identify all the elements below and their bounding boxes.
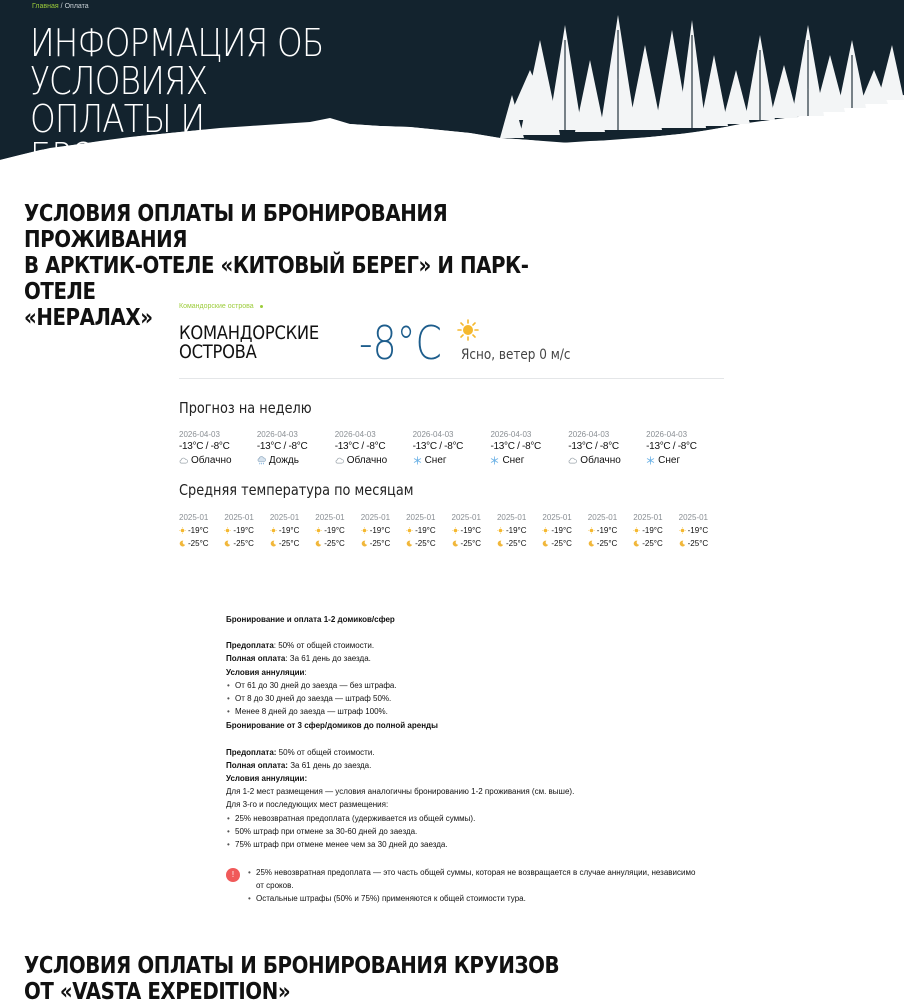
moon-icon: [497, 540, 504, 547]
weather-current: [179, 315, 724, 379]
forecast-condition: [179, 454, 257, 467]
forecast-temp: -13°C / -8°C: [179, 441, 230, 452]
terms-block2-full: [226, 759, 706, 772]
forecast-condition-label: Облачно: [580, 455, 621, 466]
booking-terms: [226, 613, 706, 851]
month-average: [633, 511, 678, 550]
section-title-line3: «НЕРАЛАХ»: [24, 305, 153, 331]
section-title-line2: В АРКТИК-ОТЕЛЕ «КИТОВЫЙ БЕРЕГ» И ПАРК-ОТЕЛЕ: [24, 253, 529, 305]
location-dot-icon: [260, 305, 263, 308]
forecast-date: 2026-04-03: [490, 430, 532, 439]
day-temp-value: -19°C: [278, 526, 300, 535]
month-night-temp: [542, 537, 587, 550]
day-temp-value: -19°C: [324, 526, 345, 535]
sun-icon: [270, 527, 277, 534]
forecast-day: [490, 429, 568, 467]
month-label: 2025-01: [496, 513, 527, 522]
terms-block1-full: [226, 652, 706, 665]
section-title-line2: ОТ «VASTA EXPEDITION»: [24, 979, 291, 1005]
prepay-label: Предоплата:: [226, 747, 277, 757]
forecast-date: 2026-04-03: [179, 430, 220, 439]
month-day-temp: [406, 524, 451, 537]
warning-badge-icon: !: [226, 868, 240, 882]
forecast-condition-label: Снег: [658, 455, 681, 466]
current-temperature: -8°C: [359, 316, 442, 370]
forecast-condition: [490, 454, 568, 467]
terms-block1-cancel: [226, 666, 706, 679]
moon-icon: [588, 540, 595, 547]
important-note: [226, 866, 696, 906]
page-title-line1: ИНФОРМАЦИЯ ОБ УСЛОВИЯХ: [30, 21, 324, 103]
cloud-icon: [179, 456, 188, 465]
month-label: 2025-01: [269, 513, 300, 522]
sun-icon: [679, 527, 686, 534]
terms-block2-line2: Для 3-го и последующих мест размещения:: [226, 800, 389, 810]
forecast-day: [413, 429, 491, 467]
note-list: [247, 866, 696, 906]
prepay-label: Предоплата: [226, 641, 274, 651]
page-title-line2: ОПЛАТЫ И БРОНИРОВАНИЯ: [30, 97, 298, 175]
month-day-temp: [361, 524, 406, 537]
sun-icon: [179, 527, 186, 534]
moon-icon: [679, 540, 686, 547]
night-temp-value: -25°C: [369, 539, 391, 548]
full-payment-label: Полная оплата:: [226, 760, 288, 770]
page-title: [30, 21, 477, 175]
day-temp-value: -19°C: [460, 526, 482, 535]
night-temp-value: -25°C: [233, 539, 254, 548]
night-temp-value: -25°C: [188, 539, 209, 548]
month-average: [315, 511, 360, 550]
night-temp-value: -25°C: [324, 539, 345, 548]
month-night-temp: [179, 537, 224, 550]
day-temp-value: -19°C: [233, 526, 254, 535]
section-title-line1: УСЛОВИЯ ОПЛАТЫ И БРОНИРОВАНИЯ КРУИЗОВ: [24, 953, 560, 979]
night-temp-value: -25°C: [460, 539, 482, 548]
forecast-day: [568, 429, 646, 467]
night-temp-value: -25°C: [596, 539, 618, 548]
day-temp-value: -19°C: [642, 526, 663, 535]
cancel-label: Условия аннуляции: [226, 667, 305, 677]
month-average: [588, 511, 633, 550]
sun-icon: [542, 527, 549, 534]
forecast-condition: [335, 454, 413, 467]
forecast-temp: -13°C / -8°C: [256, 441, 308, 452]
forecast-temp: -13°C / -8°C: [646, 441, 697, 452]
month-label: 2025-01: [633, 513, 663, 522]
rain-icon: [257, 456, 266, 465]
day-temp-value: -19°C: [596, 526, 618, 535]
list-item: • 25% невозвратная предоплата — это часть общей суммы, которая не возвращается в случае аннуляции, независимо от сроков.: [247, 866, 696, 892]
forecast-date: 2026-04-03: [568, 430, 610, 439]
sun-icon: [497, 527, 504, 534]
weather-location-crumb: [179, 303, 724, 315]
breadcrumb: [32, 3, 89, 10]
month-label: 2025-01: [678, 513, 708, 522]
moon-icon: [224, 540, 231, 547]
month-average: [270, 511, 315, 550]
forecast-condition: [413, 454, 491, 467]
sun-icon: [633, 527, 640, 534]
weather-place-line1: КОМАНДОРСКИЕ: [179, 322, 319, 344]
forecast-condition: [568, 454, 646, 467]
list-item: • От 8 до 30 дней до заезда — штраф 50%.: [226, 692, 706, 705]
night-temp-value: -25°C: [687, 539, 709, 548]
forecast-condition-label: Дождь: [268, 455, 299, 466]
forecast-day: [257, 429, 335, 467]
forecast-day: [646, 429, 724, 467]
moon-icon: [452, 540, 459, 547]
month-night-temp: [452, 537, 497, 550]
moon-icon: [406, 540, 413, 547]
full-payment-text: За 61 день до заезда.: [287, 760, 372, 770]
month-night-temp: [497, 537, 542, 550]
forecast-condition-label: Снег: [502, 455, 525, 466]
night-temp-value: -25°C: [415, 539, 436, 548]
list-item: • 75% штраф при отмене менее чем за 30 дней до заезда.: [226, 838, 706, 851]
terms-block1-prepay: [226, 639, 706, 652]
prepay-text: 50% от общей стоимости.: [276, 747, 375, 757]
list-item: • От 61 до 30 дней до заезда — без штрафа.: [226, 679, 706, 692]
month-day-temp: [497, 524, 542, 537]
terms-block1-heading: Бронирование и оплата 1-2 домиков/сфер: [226, 615, 395, 624]
list-item: • Остальные штрафы (50% и 75%) применяются к общей стоимости тура.: [247, 892, 696, 905]
sun-icon: [457, 319, 479, 341]
day-temp-value: -19°C: [505, 526, 527, 535]
monthly-average-title: Средняя температура по месяцам: [179, 481, 414, 499]
month-day-temp: [224, 524, 269, 537]
month-label: 2025-01: [315, 513, 345, 522]
month-average: [497, 511, 542, 550]
full-payment-label: Полная оплата: [226, 654, 286, 664]
snow-icon: [490, 456, 499, 465]
moon-icon: [542, 540, 549, 547]
month-average: [179, 511, 224, 550]
breadcrumb-separator: /: [60, 3, 63, 10]
day-temp-value: -19°C: [188, 526, 209, 535]
forecast-condition-label: Облачно: [346, 455, 388, 466]
full-payment-text: : За 61 день до заезда.: [285, 654, 371, 664]
month-label: 2025-01: [587, 513, 618, 522]
section-title-cruises: [24, 953, 574, 1005]
section-title-line1: УСЛОВИЯ ОПЛАТЫ И БРОНИРОВАНИЯ ПРОЖИВАНИЯ: [24, 201, 448, 253]
month-night-temp: [315, 537, 360, 550]
forecast-date: 2026-04-03: [256, 430, 298, 439]
weather-crumb-label[interactable]: Командорские острова: [179, 303, 254, 310]
weather-widget: [179, 303, 724, 550]
night-temp-value: -25°C: [551, 539, 572, 548]
month-night-temp: [633, 537, 678, 550]
weather-place-line2: ОСТРОВА: [179, 341, 257, 363]
month-label: 2025-01: [451, 513, 481, 522]
night-temp-value: -25°C: [505, 539, 527, 548]
month-average: [542, 511, 587, 550]
moon-icon: [270, 540, 277, 547]
breadcrumb-current: Оплата: [64, 3, 89, 10]
forecast-temp: -13°C / -8°C: [412, 441, 464, 452]
forecast-temp: -13°C / -8°C: [490, 441, 541, 452]
month-day-temp: [542, 524, 587, 537]
month-night-temp: [679, 537, 724, 550]
sun-icon: [224, 527, 231, 534]
forecast-condition-label: Снег: [424, 455, 447, 466]
month-day-temp: [588, 524, 633, 537]
week-forecast-title: Прогноз на неделю: [179, 399, 312, 417]
month-average: [361, 511, 406, 550]
month-night-temp: [588, 537, 633, 550]
month-night-temp: [270, 537, 315, 550]
forecast-condition-label: Облачно: [191, 455, 232, 466]
night-temp-value: -25°C: [278, 539, 300, 548]
cloud-icon: [335, 456, 344, 465]
snow-icon: [646, 456, 655, 465]
weather-description: Ясно, ветер 0 м/с: [461, 347, 571, 363]
sun-icon: [588, 527, 595, 534]
month-label: 2025-01: [360, 513, 391, 522]
month-day-temp: [179, 524, 224, 537]
moon-icon: [633, 540, 640, 547]
terms-block1-list: [226, 679, 706, 719]
prepay-text: : 50% от общей стоимости.: [273, 641, 375, 651]
month-average: [679, 511, 724, 550]
month-average: [406, 511, 451, 550]
sun-icon: [452, 527, 459, 534]
cancel-colon: :: [304, 667, 307, 677]
monthly-averages: [179, 511, 724, 550]
month-label: 2025-01: [224, 513, 254, 522]
moon-icon: [361, 540, 368, 547]
cloud-icon: [568, 456, 577, 465]
sun-icon: [361, 527, 368, 534]
week-forecast: [179, 429, 724, 467]
list-item: • 50% штраф при отмене за 30-60 дней до заезда.: [226, 825, 706, 838]
sun-icon: [406, 527, 413, 534]
day-temp-value: -19°C: [551, 526, 572, 535]
terms-block2-prepay: [226, 746, 706, 759]
day-temp-value: -19°C: [687, 526, 709, 535]
forecast-date: 2026-04-03: [334, 430, 376, 439]
forecast-condition: [646, 454, 724, 467]
month-average: [452, 511, 497, 550]
breadcrumb-home-link[interactable]: Главная: [32, 3, 59, 10]
day-temp-value: -19°C: [415, 526, 436, 535]
moon-icon: [315, 540, 322, 547]
month-night-temp: [224, 537, 269, 550]
month-average: [224, 511, 269, 550]
month-night-temp: [406, 537, 451, 550]
month-label: 2025-01: [542, 513, 572, 522]
month-day-temp: [679, 524, 724, 537]
weather-place: [179, 324, 334, 362]
sun-icon: [315, 527, 322, 534]
forecast-temp: -13°C / -8°C: [568, 441, 619, 452]
list-item: • 25% невозвратная предоплата (удерживается из общей суммы).: [226, 812, 706, 825]
month-day-temp: [315, 524, 360, 537]
month-day-temp: [270, 524, 315, 537]
day-temp-value: -19°C: [369, 526, 391, 535]
forecast-day: [179, 429, 257, 467]
month-label: 2025-01: [406, 513, 436, 522]
list-item: • Менее 8 дней до заезда — штраф 100%.: [226, 705, 706, 718]
terms-block2-line1: Для 1-2 мест размещения — условия аналогичны бронированию 1-2 проживания (см. выше).: [226, 787, 575, 797]
month-label: 2025-01: [179, 513, 209, 522]
month-day-temp: [633, 524, 678, 537]
forecast-temp: -13°C / -8°C: [334, 441, 386, 452]
month-night-temp: [361, 537, 406, 550]
hero-banner: [0, 0, 904, 175]
night-temp-value: -25°C: [642, 539, 663, 548]
forecast-date: 2026-04-03: [646, 430, 688, 439]
terms-block2-list: [226, 812, 706, 852]
terms-block2-cancel: [226, 772, 706, 785]
forecast-condition: [257, 454, 335, 467]
month-day-temp: [452, 524, 497, 537]
snow-icon: [413, 456, 422, 465]
forecast-date: 2026-04-03: [412, 430, 454, 439]
terms-block2-heading: Бронирование от 3 сфер/домиков до полной аренды: [226, 721, 438, 731]
cancel-label: Условия аннуляции:: [226, 774, 308, 784]
forecast-day: [335, 429, 413, 467]
moon-icon: [179, 540, 186, 547]
